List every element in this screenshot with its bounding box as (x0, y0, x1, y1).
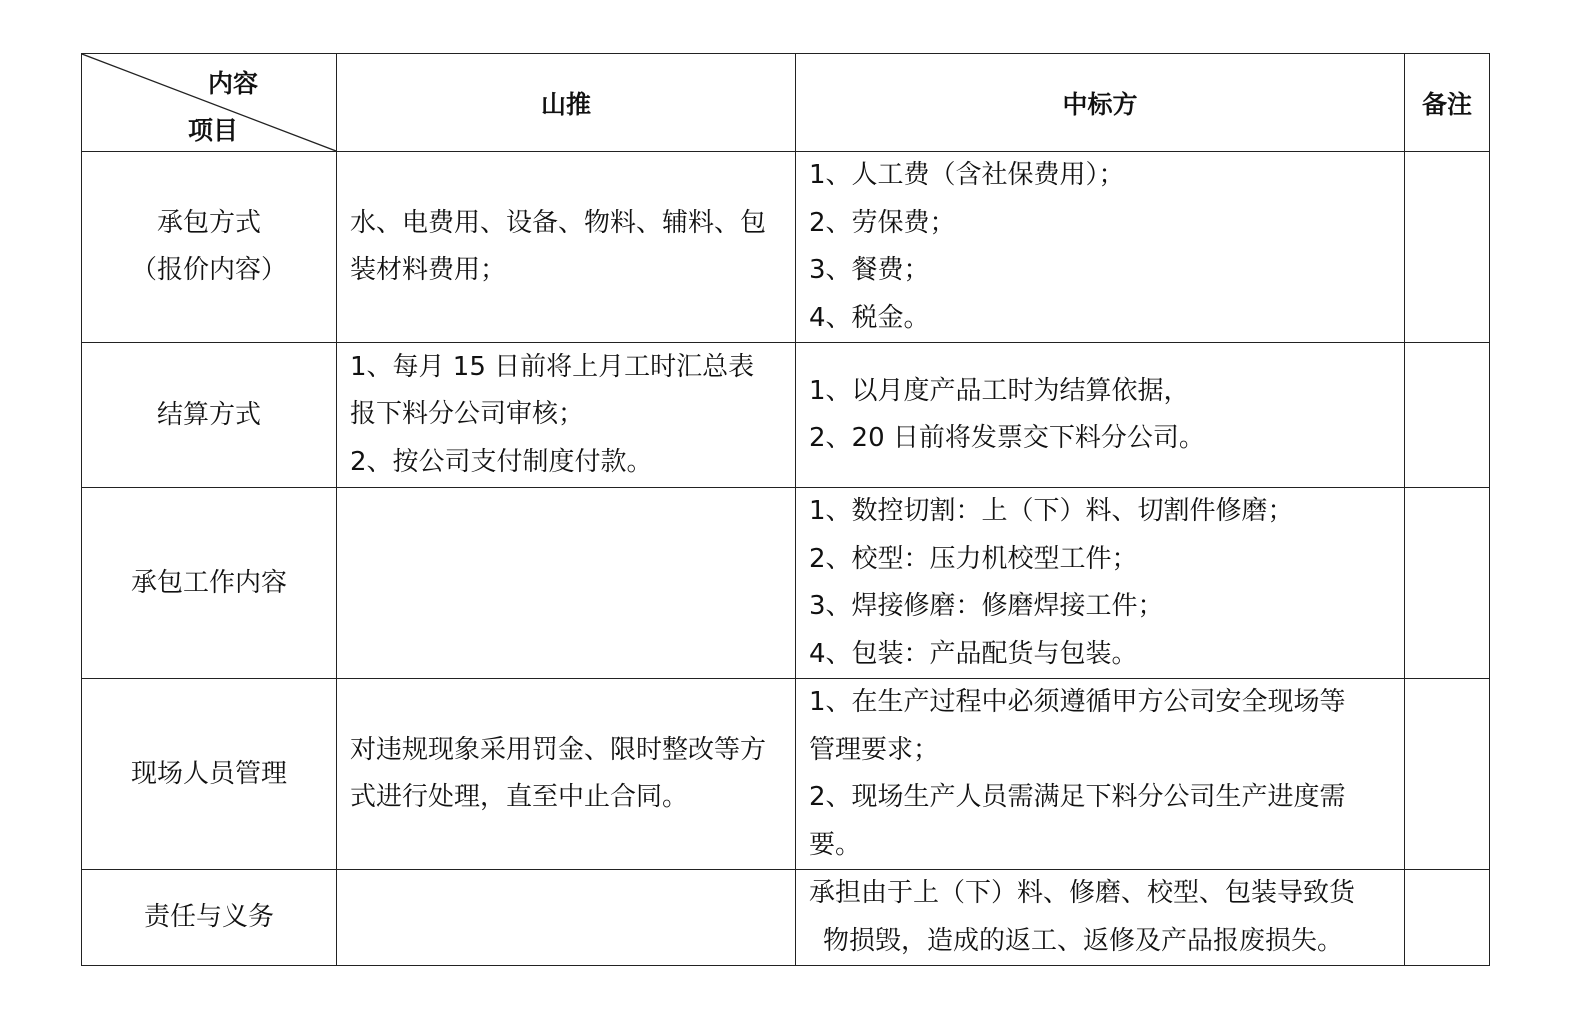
cell-text: 4、税金。 (809, 302, 930, 333)
row-label-site-management: 现场人员管理 (82, 679, 337, 870)
cell-note (1405, 488, 1490, 679)
cell-text: 2、现场生产人员需满足下料分公司生产进度需 (809, 782, 1346, 812)
cell-bidder (796, 488, 1405, 679)
row-label-line: 承包方式 (156, 208, 261, 238)
cell-text: 2、按公司支付制度付款。 (350, 446, 653, 477)
cell-note (1405, 152, 1490, 343)
row-label-responsibility: 责任与义务 (82, 870, 337, 966)
cell-text: 对违规现象采用罚金、限时整改等方 (350, 734, 767, 765)
cell-bidder (796, 343, 1405, 488)
cell-text: 2、校型：压力机校型工件； (809, 543, 1138, 574)
cell-shantui (337, 152, 796, 343)
cell-note (1405, 679, 1490, 870)
cell-bidder (796, 152, 1405, 343)
cell-note (1405, 343, 1490, 488)
diagonal-header-cell (82, 54, 337, 152)
cell-text: 1、人工费（含社保费用）； (809, 160, 1125, 190)
cell-text: 3、餐费； (809, 255, 930, 285)
cell-shantui (337, 488, 796, 679)
cell-shantui (337, 870, 796, 966)
cell-text: 1、在生产过程中必须遵循甲方公司安全现场等 (809, 687, 1346, 717)
cell-text: 水、电费用、设备、物料、辅料、包 (350, 207, 767, 238)
cell-text: 管理要求； (809, 734, 940, 765)
cell-note (1405, 870, 1490, 966)
cell-text: 报下料分公司审核； (350, 399, 585, 430)
table-row (82, 679, 1490, 870)
row-label-settlement: 结算方式 (82, 343, 337, 488)
cell-text: 1、数控切割：上（下）料、切割件修磨； (809, 496, 1294, 526)
row-label-work-content: 承包工作内容 (82, 488, 337, 679)
row-label-line: （报价内容） (130, 255, 287, 285)
cell-bidder (796, 679, 1405, 870)
cell-text: 3、焊接修磨：修磨焊接工件； (809, 591, 1164, 621)
cell-shantui (337, 679, 796, 870)
diag-content-label: 内容 (208, 69, 259, 98)
table-row (82, 152, 1490, 343)
cell-text: 式进行处理，直至中止合同。 (350, 782, 689, 812)
cell-text: 1、每月 15 日前将上月工时汇总表 (350, 351, 755, 382)
cell-text: 承担由于上（下）料、修磨、校型、包装导致货 (809, 878, 1356, 908)
header-shantui: 山推 (337, 54, 796, 152)
header-note: 备注 (1405, 54, 1490, 152)
cell-text: 物损毁，造成的返工、返修及产品报废损失。 (823, 925, 1344, 956)
row-label-contract-method (82, 152, 337, 343)
cell-text: 2、劳保费； (809, 207, 956, 238)
table-row (82, 870, 1490, 966)
cell-bidder (796, 870, 1405, 966)
cell-text: 2、20 日前将发票交下料分公司。 (809, 423, 1205, 453)
table-row (82, 488, 1490, 679)
diag-item-label: 项目 (188, 116, 239, 145)
header-bidder: 中标方 (796, 54, 1405, 152)
cell-shantui (337, 343, 796, 488)
cell-text: 4、包装：产品配货与包装。 (809, 638, 1138, 669)
cell-text: 要。 (809, 829, 862, 860)
table-row (82, 343, 1490, 488)
cell-text: 装材料费用； (350, 255, 507, 285)
cell-text: 1、以月度产品工时为结算依据， (809, 375, 1190, 406)
contract-table (81, 53, 1490, 966)
table-header-row (82, 54, 1490, 152)
